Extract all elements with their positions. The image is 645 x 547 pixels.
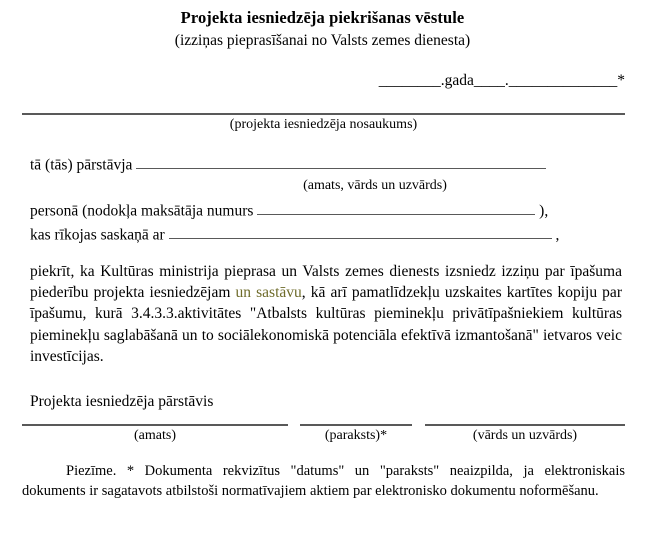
applicant-name-caption: (projekta iesniedzēja nosaukums): [229, 117, 418, 132]
representative-caption: (amats, vārds un uzvārds): [303, 178, 447, 193]
date-separator: .: [504, 72, 509, 89]
authority-row: [30, 222, 559, 245]
body-paragraph: [30, 261, 622, 367]
date-year-blank[interactable]: ________: [378, 72, 441, 89]
page-title: Projekta iesniedzēja piekrišanas vēstule: [180, 8, 465, 27]
page-subtitle: (izziņas pieprasīšanai no Valsts zemes dienesta): [174, 31, 471, 49]
representative-input[interactable]: [136, 152, 546, 169]
taxpayer-label: personā (nodokļa maksātāja numurs: [30, 202, 254, 220]
applicant-name-rule[interactable]: [22, 113, 625, 115]
footnote-text: Piezīme. * Dokumenta rekvizītus "datums" un "paraksts" neaizpilda, ja elektroniskais dokuments ir sagatavots atbilstoši normatīvajiem aktiem par elektronisko dokumentu noformēšanu.: [22, 463, 625, 499]
authority-label: kas rīkojas saskaņā ar: [30, 226, 165, 244]
title-block: [0, 8, 645, 51]
signature-heading: Projekta iesniedzēja pārstāvis: [30, 393, 214, 410]
date-month-blank[interactable]: ______________: [508, 72, 618, 89]
signature-signature-rule[interactable]: [300, 424, 412, 426]
signature-position-caption: (amats): [134, 428, 176, 443]
representative-row: [30, 152, 546, 175]
signature-name-rule[interactable]: [425, 424, 625, 426]
taxpayer-number-input[interactable]: [257, 198, 535, 215]
signature-signature-caption: (paraksts)*: [324, 428, 388, 443]
date-day-blank[interactable]: ____: [473, 72, 505, 89]
body-paragraph-highlight: un sastāvu: [235, 284, 302, 302]
taxpayer-suffix: ),: [539, 202, 549, 220]
taxpayer-row: [30, 198, 548, 221]
body-paragraph-part-2: , kā arī pamatlīdzekļu uzskaites kartītes kopiju par īpašumu, kurā 3.4.3.3.aktivitātes "Atbalsts kultūras pieminekļu privātīpašniekiem kultūras pieminekļu saglabāšanā un to sociālekonomiskā potenciāla efektīvā izmantošanā" ietvaros veic investīcijas.: [30, 284, 622, 365]
date-line: [22, 72, 625, 90]
authority-suffix: ,: [555, 226, 560, 244]
signature-name-caption: (vārds un uzvārds): [472, 428, 578, 443]
authority-input[interactable]: [169, 222, 552, 239]
date-year-label: .gada: [440, 72, 474, 89]
date-footnote-marker: *: [617, 72, 625, 89]
representative-label: tā (tās) pārstāvja: [30, 156, 133, 174]
body-paragraph-part-1: piekrīt, ka Kultūras ministrija pieprasa un Valsts zemes dienests izsniedz izziņu par īpašuma piederību projekta iesniedzējam: [30, 263, 622, 302]
signature-position-rule[interactable]: [22, 424, 288, 426]
